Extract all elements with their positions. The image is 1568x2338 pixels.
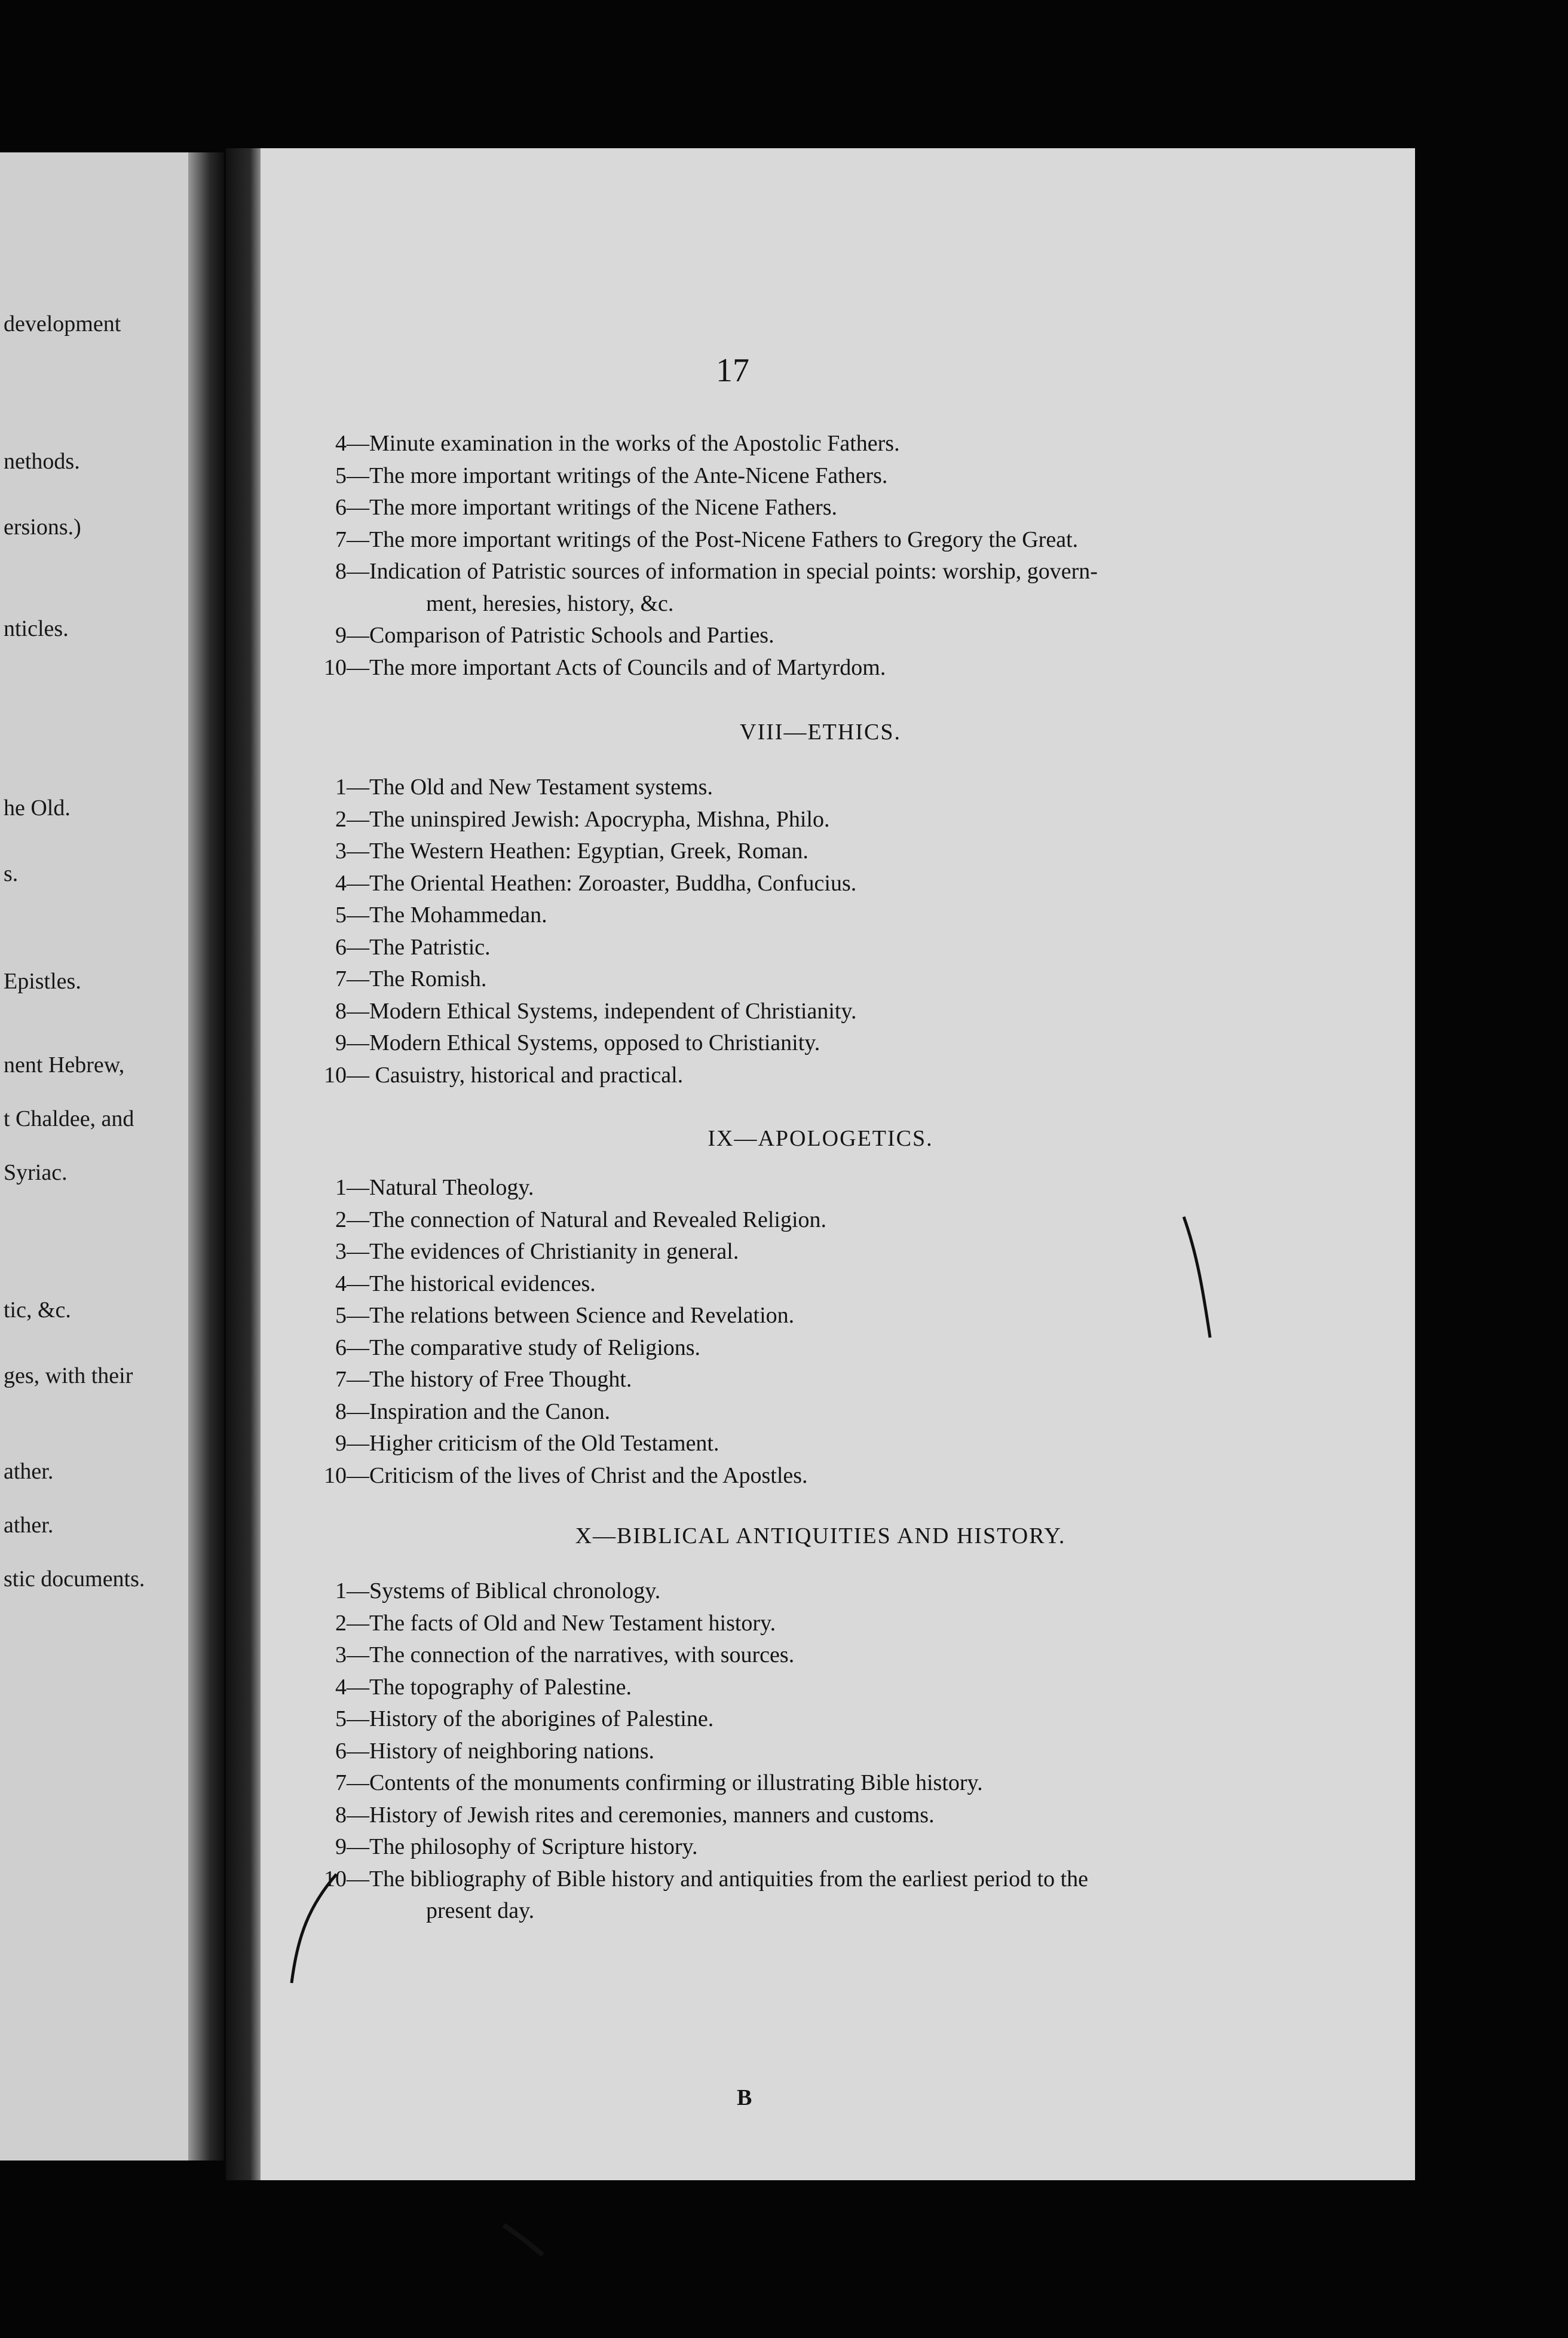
list-item bbox=[318, 1032, 820, 1054]
list-item bbox=[318, 808, 829, 831]
list-item bbox=[318, 560, 1098, 583]
item-dash: — bbox=[347, 1431, 369, 1456]
item-number: 2 bbox=[335, 1610, 347, 1636]
item-text: Higher criticism of the Old Testament. bbox=[369, 1431, 719, 1456]
item-dash: — bbox=[347, 1367, 369, 1392]
item-number: 8 bbox=[335, 1802, 347, 1828]
item-text: The relations between Science and Revelation. bbox=[369, 1303, 795, 1328]
list-item bbox=[318, 1771, 983, 1794]
item-text: The Mohammedan. bbox=[369, 902, 547, 928]
left-page-text-fragment: t Chaldee, and bbox=[4, 1106, 134, 1131]
item-dash: — bbox=[347, 998, 369, 1024]
item-text: The more important writings of the Nicene Fathers. bbox=[369, 495, 838, 520]
item-text: The uninspired Jewish: Apocrypha, Mishna, Philo. bbox=[369, 806, 830, 832]
item-number: 6 bbox=[335, 934, 347, 960]
list-item bbox=[318, 1868, 1088, 1890]
item-text: Inspiration and the Canon. bbox=[369, 1398, 611, 1424]
item-dash: — bbox=[347, 775, 369, 800]
list-item bbox=[318, 1064, 683, 1087]
item-dash: — bbox=[347, 527, 369, 552]
left-page-text-fragment: ather. bbox=[4, 1459, 54, 1484]
page-fold bbox=[188, 152, 224, 2160]
item-number: 4 bbox=[335, 1271, 347, 1296]
item-text: Casuistry, historical and practical. bbox=[369, 1062, 684, 1088]
item-text: Natural Theology. bbox=[369, 1175, 534, 1200]
item-dash: — bbox=[347, 1462, 369, 1488]
pen-mark-bottom bbox=[286, 1869, 339, 1989]
item-number: 8 bbox=[335, 998, 347, 1024]
item-dash: — bbox=[347, 463, 369, 488]
item-text: Indication of Patristic sources of information in special points: worship, govern- bbox=[369, 559, 1098, 584]
item-dash: — bbox=[347, 1303, 369, 1328]
item-number: 9 bbox=[335, 1030, 347, 1055]
item-dash: — bbox=[347, 1770, 369, 1795]
item-dash: — bbox=[347, 495, 369, 520]
item-dash: — bbox=[347, 934, 369, 960]
item-text: The more important Acts of Councils and of Martyrdom. bbox=[369, 654, 886, 680]
section-heading: X—BIBLICAL ANTIQUITIES AND HISTORY. bbox=[575, 1523, 1066, 1549]
left-page-text-fragment: nethods. bbox=[4, 449, 80, 474]
left-page-text-fragment: ather. bbox=[4, 1513, 54, 1538]
main-page bbox=[226, 148, 1415, 2180]
list-item bbox=[318, 904, 547, 926]
item-dash: — bbox=[347, 654, 369, 680]
list-item bbox=[318, 1240, 739, 1263]
section-heading: VIII—ETHICS. bbox=[740, 720, 901, 745]
list-item bbox=[318, 1464, 808, 1487]
item-number: 10 bbox=[324, 1866, 347, 1892]
item-number: 3 bbox=[335, 839, 347, 864]
item-number: 2 bbox=[335, 806, 347, 832]
list-item bbox=[318, 624, 774, 647]
page-gutter bbox=[226, 148, 261, 2180]
item-dash: — bbox=[347, 1802, 369, 1828]
item-dash: — bbox=[347, 1175, 369, 1200]
item-number: 4 bbox=[335, 870, 347, 896]
item-dash: — bbox=[347, 623, 369, 648]
page-number: 17 bbox=[716, 352, 749, 389]
item-number: 1 bbox=[335, 1578, 347, 1603]
item-text: Modern Ethical Systems, independent of Christianity. bbox=[369, 998, 857, 1024]
item-number: 6 bbox=[335, 1738, 347, 1764]
left-page-fragment bbox=[0, 152, 188, 2160]
item-dash: — bbox=[347, 1398, 369, 1424]
item-number: 3 bbox=[335, 1239, 347, 1264]
item-text: The philosophy of Scripture history. bbox=[369, 1834, 698, 1859]
item-text: The Patristic. bbox=[369, 934, 491, 960]
list-item bbox=[318, 1612, 776, 1635]
item-text: The comparative study of Religions. bbox=[369, 1335, 701, 1360]
item-text: The historical evidences. bbox=[369, 1271, 596, 1296]
list-item bbox=[318, 528, 1078, 551]
list-item bbox=[318, 776, 713, 798]
item-text: The facts of Old and New Testament history. bbox=[369, 1610, 776, 1636]
item-number: 4 bbox=[335, 1674, 347, 1700]
item-text: The more important writings of the Ante-Nicene Fathers. bbox=[369, 463, 888, 488]
left-page-text-fragment: he Old. bbox=[4, 795, 71, 821]
item-dash: — bbox=[347, 1578, 369, 1603]
left-page-text-fragment: Epistles. bbox=[4, 969, 81, 994]
item-text: The connection of Natural and Revealed Religion. bbox=[369, 1207, 827, 1232]
list-item bbox=[318, 464, 887, 487]
item-number: 2 bbox=[335, 1207, 347, 1232]
item-number: 6 bbox=[335, 495, 347, 520]
item-dash: — bbox=[347, 1271, 369, 1296]
item-number: 3 bbox=[335, 1642, 347, 1667]
left-page-text-fragment: development bbox=[4, 311, 121, 336]
item-text: The evidences of Christianity in general. bbox=[369, 1239, 739, 1264]
item-number: 1 bbox=[335, 1175, 347, 1200]
list-item bbox=[318, 432, 900, 455]
item-text: The topography of Palestine. bbox=[369, 1674, 632, 1700]
item-dash: — bbox=[347, 839, 369, 864]
item-number: 7 bbox=[335, 1367, 347, 1392]
item-text: The Oriental Heathen: Zoroaster, Buddha, Confucius. bbox=[369, 870, 857, 896]
item-text: The more important writings of the Post-Nicene Fathers to Gregory the Great. bbox=[369, 527, 1079, 552]
item-dash: — bbox=[347, 1834, 369, 1859]
item-number: 8 bbox=[335, 559, 347, 584]
item-text: History of neighboring nations. bbox=[369, 1738, 655, 1764]
list-item bbox=[318, 1580, 660, 1602]
item-dash: — bbox=[347, 1866, 369, 1892]
item-dash: — bbox=[347, 1207, 369, 1232]
item-number: 9 bbox=[335, 623, 347, 648]
item-text: The connection of the narratives, with sources. bbox=[369, 1642, 795, 1667]
item-text: Comparison of Patristic Schools and Parties. bbox=[369, 623, 774, 648]
item-dash: — bbox=[347, 1062, 369, 1088]
left-page-text-fragment: stic documents. bbox=[4, 1566, 145, 1592]
list-item bbox=[318, 1644, 794, 1666]
list-item bbox=[318, 496, 837, 519]
item-number: 7 bbox=[335, 527, 347, 552]
item-number: 10 bbox=[324, 1062, 347, 1088]
left-page-text-fragment: ersions.) bbox=[4, 515, 81, 540]
list-item bbox=[318, 1304, 794, 1327]
item-dash: — bbox=[347, 1239, 369, 1264]
section-heading: IX—APOLOGETICS. bbox=[708, 1126, 933, 1151]
list-item bbox=[318, 1432, 719, 1455]
list-item bbox=[318, 1368, 632, 1391]
list-item bbox=[318, 1000, 856, 1023]
item-text: History of the aborigines of Palestine. bbox=[369, 1706, 714, 1731]
list-item bbox=[318, 656, 886, 679]
list-item bbox=[318, 1208, 826, 1231]
item-number: 10 bbox=[324, 654, 347, 680]
item-text: Systems of Biblical chronology. bbox=[369, 1578, 661, 1603]
item-number: 5 bbox=[335, 1706, 347, 1731]
item-dash: — bbox=[347, 1610, 369, 1636]
item-text: The Romish. bbox=[369, 966, 487, 991]
item-dash: — bbox=[347, 1738, 369, 1764]
list-item bbox=[318, 840, 808, 862]
list-item bbox=[318, 1336, 700, 1359]
item-dash: — bbox=[347, 1335, 369, 1360]
item-dash: — bbox=[347, 806, 369, 832]
item-number: 5 bbox=[335, 1303, 347, 1328]
item-text: Modern Ethical Systems, opposed to Christianity. bbox=[369, 1030, 820, 1055]
left-page-text-fragment: tic, &c. bbox=[4, 1297, 71, 1323]
item-text: The bibliography of Bible history and antiquities from the earliest period to the bbox=[369, 1866, 1089, 1892]
item-text: Contents of the monuments confirming or illustrating Bible history. bbox=[369, 1770, 983, 1795]
left-page-text-fragment: s. bbox=[4, 861, 19, 886]
left-page-text-fragment: ges, with their bbox=[4, 1363, 133, 1388]
list-item bbox=[318, 1176, 534, 1199]
list-item bbox=[318, 1272, 596, 1295]
list-item bbox=[318, 1676, 632, 1699]
item-number: 8 bbox=[335, 1398, 347, 1424]
item-text: The history of Free Thought. bbox=[369, 1367, 632, 1392]
item-dash: — bbox=[347, 966, 369, 991]
item-dash: — bbox=[347, 559, 369, 584]
item-number: 9 bbox=[335, 1431, 347, 1456]
list-item bbox=[318, 936, 491, 959]
pen-mark bbox=[1179, 1212, 1215, 1344]
item-dash: — bbox=[347, 1642, 369, 1667]
item-number: 7 bbox=[335, 966, 347, 991]
left-page-text-fragment: Syriac. bbox=[4, 1160, 68, 1185]
item-dash: — bbox=[347, 902, 369, 928]
item-continuation: present day. bbox=[426, 1898, 535, 1923]
list-item bbox=[318, 1740, 654, 1762]
item-dash: — bbox=[347, 1706, 369, 1731]
item-number: 7 bbox=[335, 1770, 347, 1795]
item-number: 1 bbox=[335, 775, 347, 800]
item-text: The Old and New Testament systems. bbox=[369, 775, 713, 800]
list-item bbox=[318, 1400, 610, 1423]
item-text: History of Jewish rites and ceremonies, manners and customs. bbox=[369, 1802, 935, 1828]
item-dash: — bbox=[347, 870, 369, 896]
item-number: 4 bbox=[335, 431, 347, 456]
list-item bbox=[318, 1804, 935, 1826]
item-text: Criticism of the lives of Christ and the Apostles. bbox=[369, 1462, 808, 1488]
item-text: The Western Heathen: Egyptian, Greek, Roman. bbox=[369, 839, 808, 864]
ink-smudge bbox=[501, 2222, 549, 2258]
item-number: 6 bbox=[335, 1335, 347, 1360]
item-dash: — bbox=[347, 1030, 369, 1055]
signature-mark: B bbox=[737, 2085, 752, 2110]
item-dash: — bbox=[347, 1674, 369, 1700]
list-item bbox=[318, 1835, 698, 1858]
list-item bbox=[318, 968, 486, 990]
item-text: Minute examination in the works of the Apostolic Fathers. bbox=[369, 431, 900, 456]
left-page-text-fragment: nent Hebrew, bbox=[4, 1052, 125, 1078]
item-number: 5 bbox=[335, 902, 347, 928]
left-page-text-fragment: nticles. bbox=[4, 616, 69, 641]
item-continuation: ment, heresies, history, &c. bbox=[426, 590, 674, 616]
list-item bbox=[318, 1707, 713, 1730]
list-item bbox=[318, 872, 856, 895]
item-number: 10 bbox=[324, 1462, 347, 1488]
item-number: 5 bbox=[335, 463, 347, 488]
item-number: 9 bbox=[335, 1834, 347, 1859]
item-dash: — bbox=[347, 431, 369, 456]
